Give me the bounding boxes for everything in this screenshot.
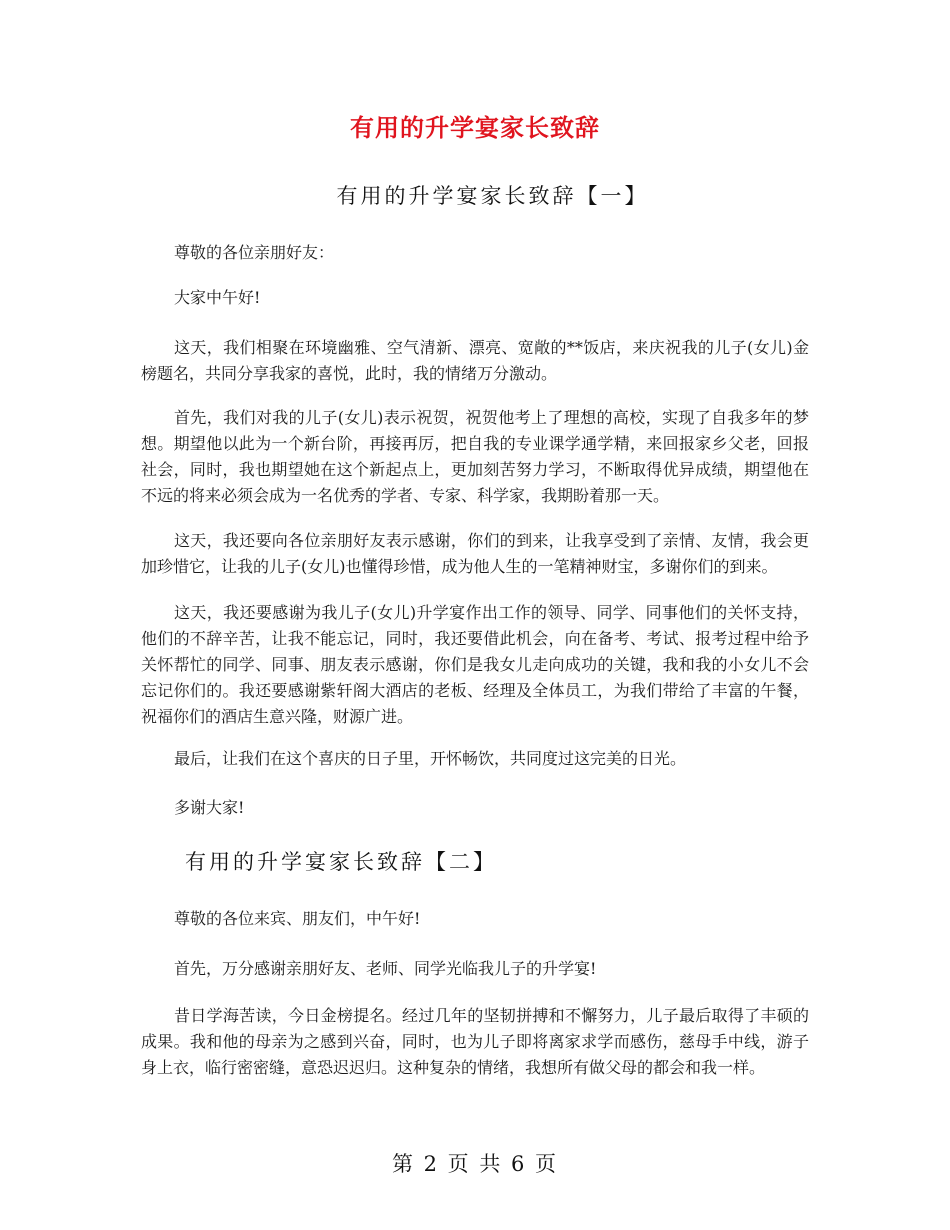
paragraph: 尊敬的各位亲朋好友： xyxy=(174,243,335,262)
paragraph: 大家中午好! xyxy=(174,288,261,307)
section-heading-1: 有用的升学宴家长致辞【一】 xyxy=(336,184,649,208)
paragraph: 尊敬的各位来宾、朋友们，中午好! xyxy=(174,909,421,928)
page-footer: 第 2 页 共 6 页 xyxy=(391,1152,559,1176)
paragraph: 这天，我还要感谢为我儿子(女儿)升学宴作出工作的领导、同学、同事他们的关怀支持，他们的不辞辛苦，让我不能忘记，同时，我还要借此机会，向在备考、考试、报考过程中给予关怀帮忙的同学、同事、朋友表示感谢，你们是我女儿走向成功的关键，我和我的小女儿不会忘记你们的。我还要感谢紫轩阁大酒店的老板、经理及全体员工，为我们带给了丰富的午餐，祝福你们的酒店生意兴隆，财源广进。 xyxy=(141,603,809,726)
paragraph: 首先，万分感谢亲朋好友、老师、同学光临我儿子的升学宴! xyxy=(174,959,597,978)
paragraph: 这天，我还要向各位亲朋好友表示感谢，你们的到来，让我享受到了亲情、友情，我会更加珍惜它，让我的儿子(女儿)也懂得珍惜，成为他人生的一笔精神财宝，多谢你们的到来。 xyxy=(141,531,809,576)
paragraph: 昔日学海苦读，今日金榜提名。经过几年的坚韧拼搏和不懈努力，儿子最后取得了丰硕的成果。我和他的母亲为之感到兴奋，同时，也为儿子即将离家求学而感伤，慈母手中线，游子身上衣，临行密密缝，意恐迟迟归。这种复杂的情绪，我想所有做父母的都会和我一样。 xyxy=(141,1006,809,1077)
page-title: 有用的升学宴家长致辞 xyxy=(350,114,600,142)
section-heading-2: 有用的升学宴家长致辞【二】 xyxy=(185,850,497,874)
paragraph: 多谢大家! xyxy=(174,798,245,817)
paragraph: 这天，我们相聚在环境幽雅、空气清新、漂亮、宽敞的**饭店，来庆祝我的儿子(女儿)金榜题名，共同分享我家的喜悦，此时，我的情绪万分激动。 xyxy=(141,338,809,383)
paragraph: 最后，让我们在这个喜庆的日子里，开怀畅饮，共同度过这完美的日光。 xyxy=(174,749,687,768)
paragraph: 首先，我们对我的儿子(女儿)表示祝贺，祝贺他考上了理想的高校，实现了自我多年的梦想。期望他以此为一个新台阶，再接再厉，把自我的专业课学通学精，来回报家乡父老，回报社会，同时，我也期望她在这个新起点上，更加刻苦努力学习，不断取得优异成绩，期望他在不远的将来必须会成为一名优秀的学者、专家、科学家，我期盼着那一天。 xyxy=(141,408,809,505)
